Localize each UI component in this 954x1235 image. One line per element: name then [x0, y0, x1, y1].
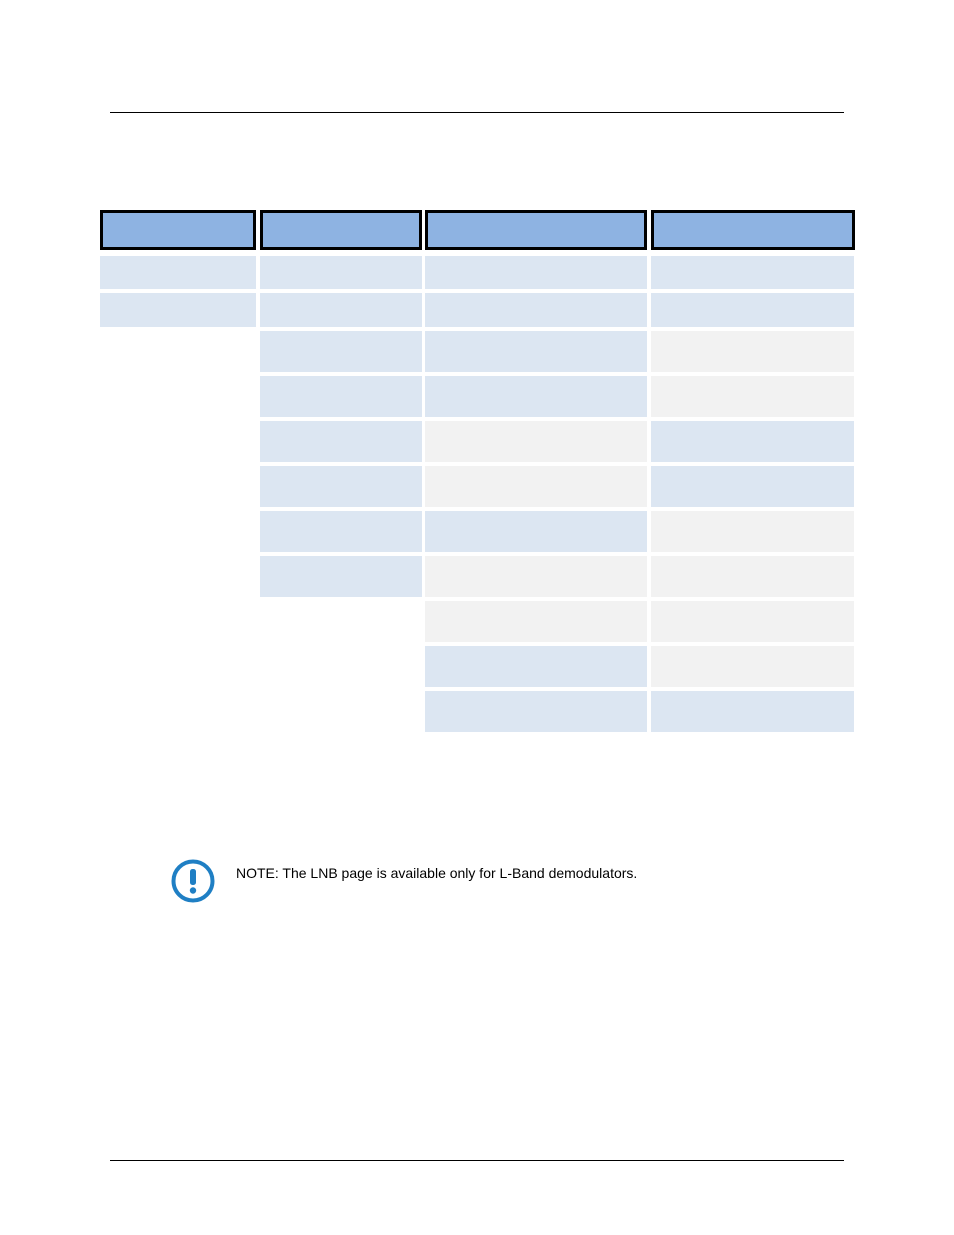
table-cell [651, 466, 854, 507]
table-cell [651, 646, 854, 687]
table-cell [425, 256, 647, 289]
table-cell [651, 511, 854, 552]
table-cell [260, 466, 422, 507]
exclamation-circle-icon [170, 858, 216, 904]
table-cell [260, 256, 422, 289]
table-cell [260, 556, 422, 597]
table-cell [651, 421, 854, 462]
table-cell [260, 511, 422, 552]
table-cell [425, 466, 647, 507]
table-cell [651, 331, 854, 372]
table-cell [260, 376, 422, 417]
table-header-cell-3 [425, 210, 647, 250]
table-cell [651, 691, 854, 732]
table-cell [425, 421, 647, 462]
note-text: NOTE: The LNB page is available only for L-Band demodulators. [236, 865, 638, 881]
table-cell [425, 691, 647, 732]
table-cell [260, 293, 422, 327]
table-cell [425, 511, 647, 552]
table-cell [651, 293, 854, 327]
table-cell [100, 293, 256, 327]
table-cell [425, 556, 647, 597]
table-header-cell-2 [260, 210, 422, 250]
table-cell [425, 601, 647, 642]
table-cell [651, 256, 854, 289]
table-cell [260, 421, 422, 462]
table-cell [651, 601, 854, 642]
table-cell [425, 293, 647, 327]
footer-rule [110, 1160, 844, 1161]
table-cell [651, 556, 854, 597]
table-cell [425, 646, 647, 687]
table-header-cell-1 [100, 210, 256, 250]
header-rule [110, 112, 844, 113]
table-cell [260, 331, 422, 372]
note-callout [170, 858, 810, 904]
table-cell [651, 376, 854, 417]
table-header-cell-4 [651, 210, 855, 250]
table-cell [100, 256, 256, 289]
table-cell [425, 331, 647, 372]
table-cell [425, 376, 647, 417]
